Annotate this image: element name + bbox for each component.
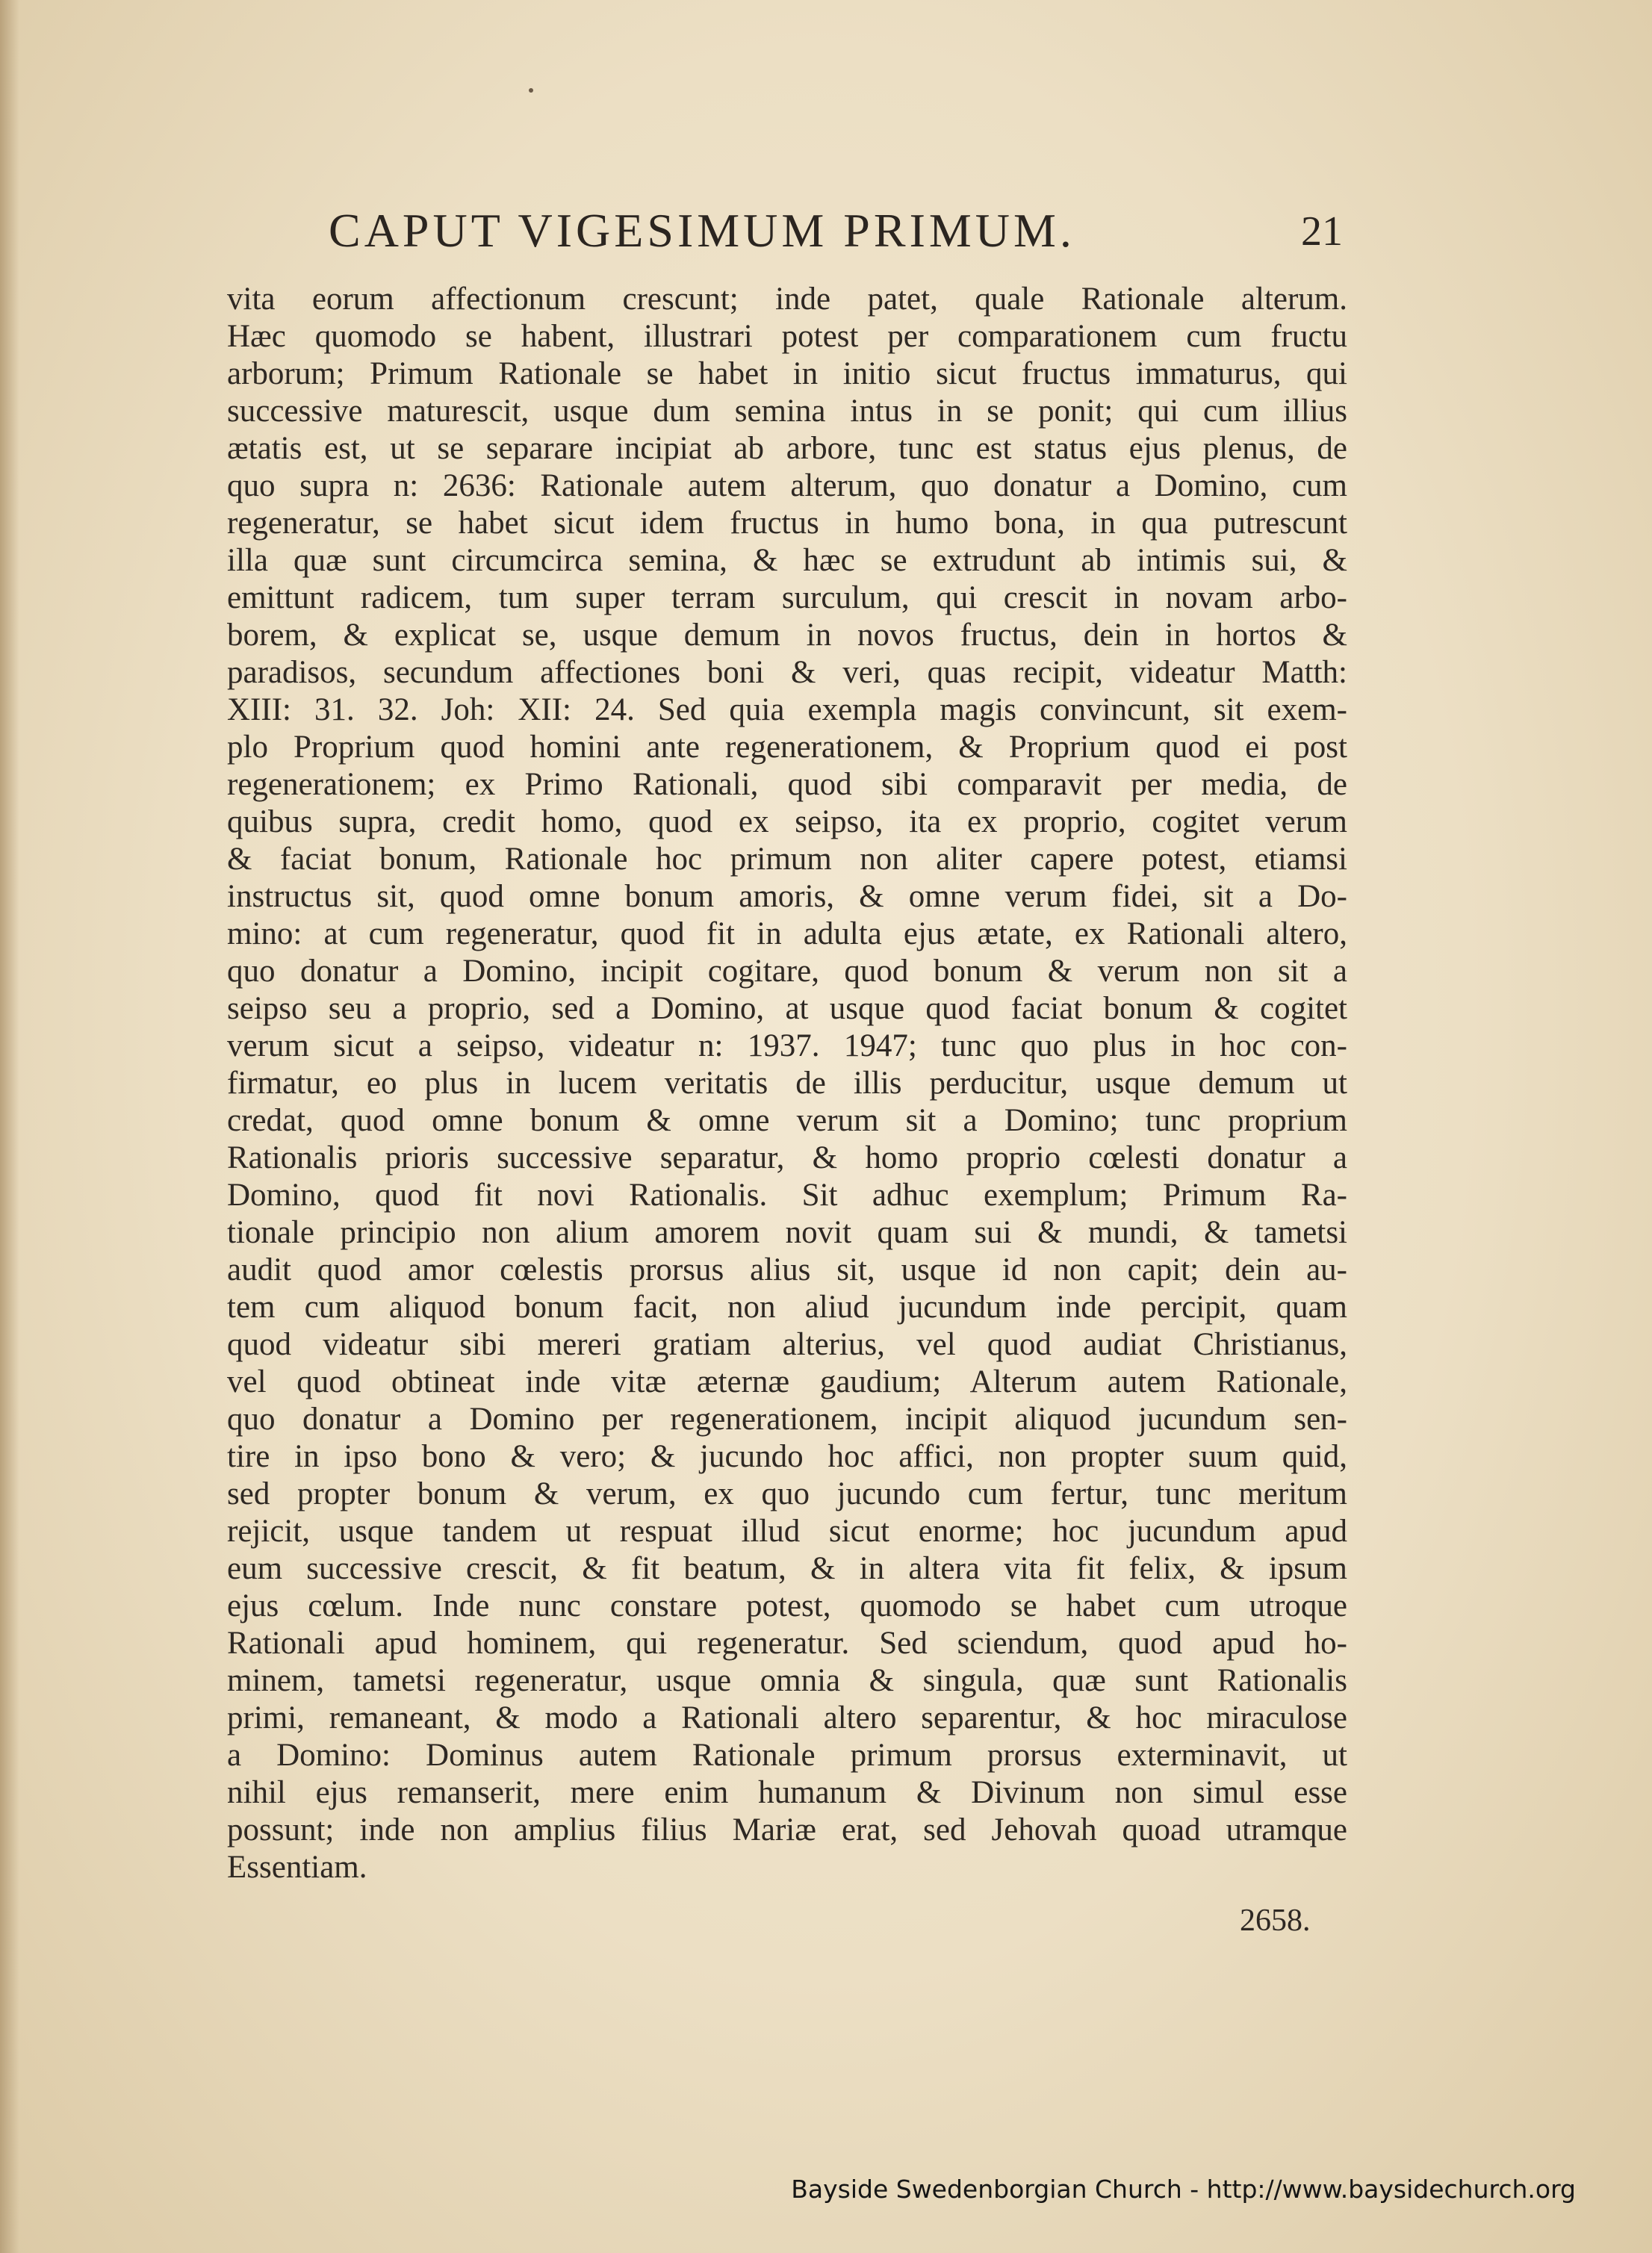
text-line: sed propter bonum & verum, ex quo jucundo cum fertur, tunc meritum xyxy=(227,1476,1347,1511)
text-line: quo donatur a Domino, incipit cogitare, quod bonum & verum non sit a xyxy=(227,954,1347,989)
body-text xyxy=(227,281,1347,1886)
text-line: Essentiam. xyxy=(227,1850,367,1885)
text-line: regenerationem; ex Primo Rationali, quod sibi comparavit per media, de xyxy=(227,767,1347,802)
running-head xyxy=(329,203,1352,263)
text-line: plo Proprium quod homini ante regenerationem, & Proprium quod ei post xyxy=(227,730,1347,765)
text-line: credat, quod omne bonum & omne verum sit a Domino; tunc proprium xyxy=(227,1103,1347,1138)
text-line: nihil ejus remanserit, mere enim humanum & Divinum non simul esse xyxy=(227,1775,1347,1810)
chapter-title: CAPUT VIGESIMUM PRIMUM. xyxy=(329,204,1075,257)
text-line: successive maturescit, usque dum semina intus in se ponit; qui cum illius xyxy=(227,394,1347,429)
text-line: audit quod amor cœlestis prorsus alius sit, usque id non capit; dein au- xyxy=(227,1252,1347,1287)
text-line: Hæc quomodo se habent, illustrari potest per comparationem cum fructu xyxy=(227,319,1347,354)
text-line: ejus cœlum. Inde nunc constare potest, quomodo se habet cum utroque xyxy=(227,1588,1347,1623)
text-line: vita eorum affectionum crescunt; inde patet, quale Rationale alterum. xyxy=(227,282,1347,317)
text-line: illa quæ sunt circumcirca semina, & hæc se extrudunt ab intimis sui, & xyxy=(227,543,1347,578)
ink-speck xyxy=(529,88,533,93)
text-line: quo supra n: 2636: Rationale autem alterum, quo donatur a Domino, cum xyxy=(227,468,1347,503)
text-line: mino: at cum regeneratur, quod fit in adulta ejus ætate, ex Rationali altero, xyxy=(227,916,1347,951)
page-number: 21 xyxy=(1301,208,1343,255)
text-line: rejicit, usque tandem ut respuat illud sicut enorme; hoc jucundum apud xyxy=(227,1514,1347,1549)
text-line: tire in ipso bono & vero; & jucundo hoc affici, non propter suum quid, xyxy=(227,1439,1347,1474)
text-line: emittunt radicem, tum super terram surculum, qui crescit in novam arbo- xyxy=(227,580,1347,615)
text-line: & faciat bonum, Rationale hoc primum non aliter capere potest, etiamsi xyxy=(227,842,1347,877)
text-line: instructus sit, quod omne bonum amoris, & omne verum fidei, sit a Do- xyxy=(227,879,1347,914)
text-line: minem, tametsi regeneratur, usque omnia & singula, quæ sunt Rationalis xyxy=(227,1663,1347,1698)
text-line: tem cum aliquod bonum facit, non aliud jucundum inde percipit, quam xyxy=(227,1290,1347,1325)
text-line: firmatur, eo plus in lucem veritatis de illis perducitur, usque demum ut xyxy=(227,1066,1347,1101)
text-line: quo donatur a Domino per regenerationem, incipit aliquod jucundum sen- xyxy=(227,1402,1347,1437)
text-line: quod videatur sibi mereri gratiam alterius, vel quod audiat Christianus, xyxy=(227,1327,1347,1362)
text-line: possunt; inde non amplius filius Mariæ erat, sed Jehovah quoad utramque xyxy=(227,1812,1347,1848)
footer-credit: Bayside Swedenborgian Church - http://www.baysidechurch.org xyxy=(791,2175,1576,2204)
text-line: Domino, quod fit novi Rationalis. Sit adhuc exemplum; Primum Ra- xyxy=(227,1178,1347,1213)
text-line: ætatis est, ut se separare incipiat ab arbore, tunc est status ejus plenus, de xyxy=(227,431,1347,466)
page-edge-shadow xyxy=(0,0,19,2253)
text-line: a Domino: Dominus autem Rationale primum prorsus exterminavit, ut xyxy=(227,1738,1347,1773)
text-line: arborum; Primum Rationale se habet in initio sicut fructus immaturus, qui xyxy=(227,356,1347,391)
text-line: primi, remaneant, & modo a Rationali altero separentur, & hoc miraculose xyxy=(227,1700,1347,1735)
text-line: eum successive crescit, & fit beatum, & in altera vita fit felix, & ipsum xyxy=(227,1551,1347,1586)
text-line: XIII: 31. 32. Joh: XII: 24. Sed quia exempla magis convincunt, sit exem- xyxy=(227,692,1347,727)
text-line: Rationali apud hominem, qui regeneratur. Sed sciendum, quod apud ho- xyxy=(227,1626,1347,1661)
text-line: vel quod obtineat inde vitæ æternæ gaudium; Alterum autem Rationale, xyxy=(227,1364,1347,1399)
text-line: borem, & explicat se, usque demum in novos fructus, dein in hortos & xyxy=(227,618,1347,653)
text-line: Rationalis prioris successive separatur, & homo proprio cœlesti donatur a xyxy=(227,1140,1347,1175)
catchword: 2658. xyxy=(1240,1904,1311,1938)
text-line: seipso seu a proprio, sed a Domino, at usque quod faciat bonum & cogitet xyxy=(227,991,1347,1026)
text-line: quibus supra, credit homo, quod ex seipso, ita ex proprio, cogitet verum xyxy=(227,804,1347,839)
text-line: tionale principio non alium amorem novit quam sui & mundi, & tametsi xyxy=(227,1215,1347,1250)
text-line: verum sicut a seipso, videatur n: 1937. 1947; tunc quo plus in hoc con- xyxy=(227,1028,1347,1063)
text-line: paradisos, secundum affectiones boni & veri, quas recipit, videatur Matth: xyxy=(227,655,1347,690)
text-line: regeneratur, se habet sicut idem fructus in humo bona, in qua putrescunt xyxy=(227,506,1347,541)
